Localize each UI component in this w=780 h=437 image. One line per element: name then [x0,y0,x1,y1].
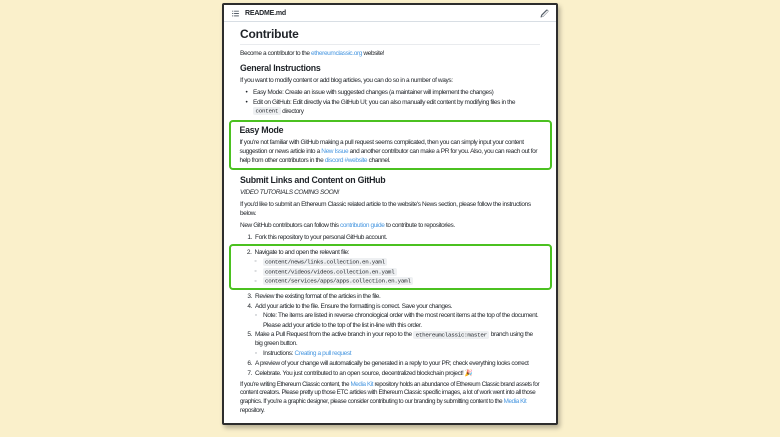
general-instructions-heading: General Instructions [240,62,321,73]
step-number: 5. [247,331,252,339]
discord-website-link[interactable]: discord #website [324,156,368,164]
inline-code-master-branch: ethereumclassic:master [413,331,489,339]
readme-filename: README.md [245,9,286,17]
step-number: 6. [247,359,252,367]
ethereumclassic-org-link[interactable]: ethereumclassic.org [311,50,362,57]
text-segment: directory [280,107,304,115]
step-text [255,330,540,348]
step-item-2 [240,248,541,257]
media-kit-link[interactable]: Media Kit [350,380,374,388]
step-number: 3. [247,292,252,300]
text-segment: branch using the big green button. [255,331,533,348]
easy-mode-annotation-box [229,120,552,170]
readme-body [224,22,556,418]
text-segment: Make a Pull Request from the active branch in your repo to the [255,331,414,339]
steps-ordered-list [240,233,540,377]
creating-pull-request-link[interactable]: Creating a pull request [294,350,352,358]
text-segment: repository. [240,406,265,414]
step-text: Fork this repository to your personal GitHub account. [255,234,387,242]
text-segment: New GitHub contributors can follow this [240,222,341,230]
step-item-3 [240,292,540,301]
ways-list [240,88,540,116]
text-segment: If you're writing Ethereum Classic content, the [240,380,351,388]
step-text: Review the existing format of the articles in the file. [255,292,381,300]
list-item [240,88,540,97]
step-item-1 [240,233,540,242]
easy-mode-paragraph [240,138,541,166]
step-text: Navigate to and open the relevant file: [254,248,350,256]
page-title: Contribute [240,27,540,45]
list-item-text: Easy Mode: Create an issue with suggested changes (a maintainer will implement the changes) [253,88,494,96]
submit-links-heading: Submit Links and Content on GitHub [240,174,386,185]
bullet-marker [240,98,253,116]
step-5-instructions [240,349,540,358]
readme-header [224,5,556,22]
file-list-item [240,267,541,276]
circle-marker [255,257,263,266]
text-segment: If you're not familiar with GitHub making a pull request seems complicated, then you can simply input your content suggestion or news article into a [239,138,524,155]
inline-code-content-dir: content [253,107,281,115]
step-number: 2. [246,248,252,256]
intro-paragraph [240,49,540,58]
submit-paragraph-2 [240,221,540,230]
note-text: Note: The items are listed in reverse chronological order with the most recent items at the top of the document. Please add your article to the top of the list in-line with this order. [263,312,539,329]
list-item-text [253,98,540,116]
step-item-5 [240,330,540,348]
party-popper-emoji: 🎉 [464,368,473,377]
text-segment: Edit on GitHub: Edit directly via the GitHub UI; you can also manually edit content by modifying files in the [253,98,516,106]
media-kit-link[interactable]: Media Kit [503,397,527,405]
circle-marker [255,277,263,286]
circle-marker [255,349,263,358]
text-segment: and another contributor can make a PR for you. Also, you can reach out for help from other contributors in the [239,147,538,164]
bullet-marker [240,88,253,97]
file-path-code: content/videos/videos.collection.en.yaml [263,268,397,276]
text-segment: Celebrate. You just contributed to an open source, decentralized blockchain project! [255,369,465,377]
step-text: Add your article to the file. Ensure the formatting is correct. Save your changes. [255,302,453,310]
video-tutorials-note: VIDEO TUTORIALS COMING SOON! [240,188,340,196]
text-segment: channel. [367,156,391,164]
list-item [240,98,540,116]
circle-marker [255,311,263,329]
text-segment: repository holds an abundance of Ethereum Classic brand assets for content creators. Please pretty up those ETC articles with Ethereum Classic specific images, a lot of work went into all those graphics. If you're a graphic designer, please consider contributing to our branding by submitting content to the [240,380,540,405]
file-path-code: content/news/links.collection.en.yaml [263,258,388,266]
easy-mode-heading: Easy Mode [239,125,284,136]
edit-pencil-icon[interactable] [540,9,549,18]
file-list-item [240,257,541,266]
file-list-item [240,277,541,286]
contribution-guide-link[interactable]: contribution guide [340,222,385,230]
step-text [255,369,540,378]
media-kit-paragraph [240,381,540,415]
submit-paragraph-1: If you'd like to submit an Ethereum Classic related article to the website's News section, please follow the instructions below. [240,200,531,218]
circle-marker [255,267,263,276]
step-item-4 [240,302,540,311]
step-item-7 [240,369,540,378]
step-item-6 [240,359,540,368]
relevant-files-annotation-box [229,244,552,290]
text-segment: to contribute to repositories. [384,222,455,230]
new-issue-link[interactable]: New Issue [321,147,349,155]
step-number: 7. [247,369,252,377]
general-lead-paragraph: If you want to modify content or add blog articles, you can do so in a number of ways: [240,76,453,84]
text-segment: website! [361,50,385,57]
file-path-code: content/services/apps/apps.collection.en.yaml [263,277,414,285]
text-segment: Instructions: [263,350,295,358]
text-segment: Become a contributor to the [240,50,312,57]
readme-card [222,3,558,425]
step-number: 1. [247,234,252,242]
step-text: A preview of your change will automatically be generated in a reply to your PR; check everything looks correct [255,359,529,367]
table-of-contents-icon[interactable] [231,9,240,18]
step-4-note [240,311,540,329]
step-number: 4. [247,302,252,310]
